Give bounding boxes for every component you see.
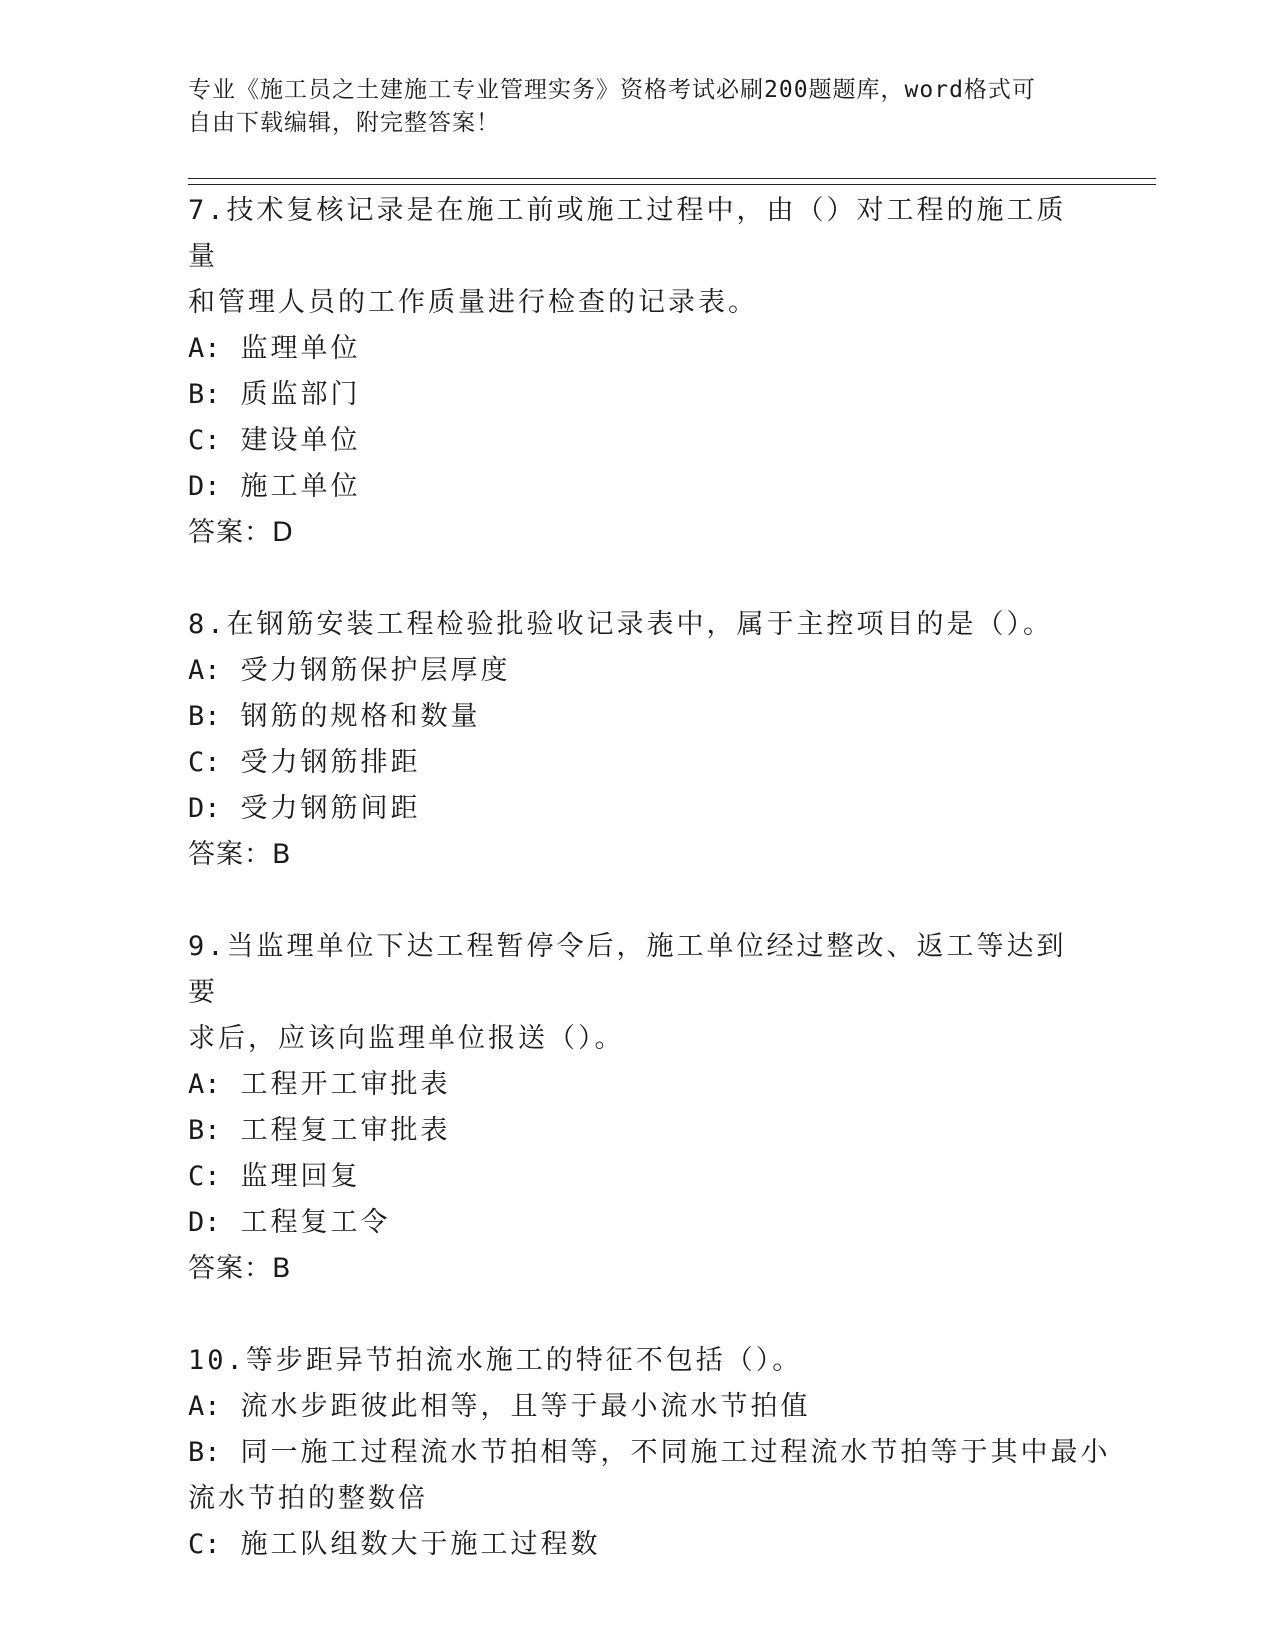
question-9 — [188, 924, 1088, 1292]
option-a — [188, 326, 1088, 372]
option-text: 监理单位 — [240, 333, 361, 364]
option-letter: C: — [188, 425, 221, 456]
option-text: 质监部门 — [240, 379, 361, 410]
option-text: 工程开工审批表 — [240, 1069, 451, 1100]
option-c — [188, 1522, 1088, 1568]
question-text — [188, 1338, 1088, 1384]
option-text: 同一施工过程流水节拍相等，不同施工过程流水节拍等于其中最小 — [240, 1437, 1111, 1468]
option-c — [188, 418, 1088, 464]
question-8 — [188, 602, 1088, 878]
question-text — [188, 188, 1088, 326]
option-text: 建设单位 — [240, 425, 361, 456]
option-c — [188, 740, 1088, 786]
question-text-line: 10.等步距异节拍流水施工的特征不包括（）。 — [188, 1345, 803, 1376]
option-b-continued: 流水节拍的整数倍 — [188, 1483, 428, 1514]
option-letter: C: — [188, 1161, 221, 1192]
question-10 — [188, 1338, 1111, 1568]
option-letter: D: — [188, 471, 221, 502]
option-letter: B: — [188, 379, 221, 410]
option-letter: B: — [188, 1115, 221, 1146]
question-text-line: 8.在钢筋安装工程检验批验收记录表中，属于主控项目的是（）。 — [188, 609, 1054, 640]
option-c — [188, 1154, 1088, 1200]
option-letter: D: — [188, 793, 221, 824]
option-text: 钢筋的规格和数量 — [240, 701, 481, 732]
option-text: 工程复工令 — [240, 1207, 391, 1238]
option-letter: A: — [188, 1391, 221, 1422]
option-b — [188, 1430, 1111, 1476]
answer-label: 答案：D — [188, 517, 294, 548]
option-text: 流水步距彼此相等，且等于最小流水节拍值 — [240, 1391, 811, 1422]
question-text-line: 和管理人员的工作质量进行检查的记录表。 — [188, 287, 758, 318]
option-text: 施工队组数大于施工过程数 — [240, 1529, 601, 1560]
answer-label: 答案：B — [188, 839, 292, 870]
question-list — [188, 188, 1111, 1568]
option-letter: A: — [188, 333, 221, 364]
option-letter: C: — [188, 747, 221, 778]
header-divider-bottom — [188, 184, 1156, 185]
option-letter: D: — [188, 1207, 221, 1238]
option-a — [188, 648, 1088, 694]
header-line-1: 专业《施工员之土建施工专业管理实务》资格考试必刷200题题库，word格式可 — [188, 77, 1036, 103]
option-a — [188, 1062, 1088, 1108]
header-divider-top — [188, 178, 1156, 179]
option-text: 受力钢筋保护层厚度 — [240, 655, 511, 686]
option-text: 施工单位 — [240, 471, 361, 502]
question-text — [188, 602, 1088, 648]
option-text: 受力钢筋排距 — [240, 747, 421, 778]
header-line-2: 自由下载编辑，附完整答案！ — [188, 110, 500, 136]
option-text: 监理回复 — [240, 1161, 361, 1192]
option-d — [188, 464, 1088, 510]
answer-label: 答案：B — [188, 1253, 292, 1284]
question-text-line: 7.技术复核记录是在施工前或施工过程中，由（）对工程的施工质量 — [188, 195, 1067, 272]
question-text-line: 9.当监理单位下达工程暂停令后，施工单位经过整改、返工等达到要 — [188, 931, 1067, 1008]
option-letter: B: — [188, 1437, 221, 1468]
document-header — [188, 74, 1088, 140]
option-letter: A: — [188, 655, 221, 686]
question-text — [188, 924, 1088, 1062]
option-letter: C: — [188, 1529, 221, 1560]
question-7 — [188, 188, 1088, 556]
option-b — [188, 1108, 1088, 1154]
option-text: 受力钢筋间距 — [240, 793, 421, 824]
option-letter: B: — [188, 701, 221, 732]
option-d — [188, 1200, 1088, 1246]
option-b — [188, 372, 1088, 418]
option-text: 工程复工审批表 — [240, 1115, 451, 1146]
question-text-line: 求后，应该向监理单位报送（）。 — [188, 1023, 625, 1054]
option-d — [188, 786, 1088, 832]
option-b — [188, 694, 1088, 740]
option-a — [188, 1384, 1088, 1430]
option-letter: A: — [188, 1069, 221, 1100]
